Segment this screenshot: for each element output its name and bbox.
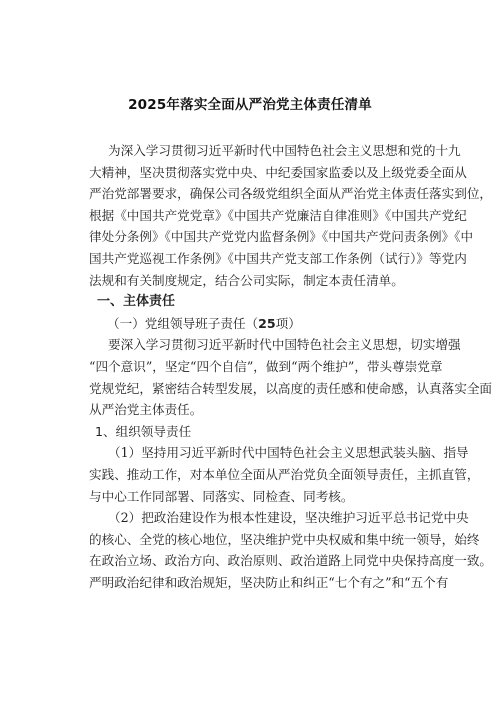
intro-line-5: 律处分条例》《中国共产党党内监督条例》《中国共产党问责条例》《中 (89, 229, 474, 245)
item2-line-2: 的核心、全党的核心地位，坚决维护党中央权威和集中统一领导，始终 (89, 531, 480, 547)
intro-line-4: 根据《中国共产党党章》《中国共产党廉洁自律准则》《中国共产党纪 (89, 207, 467, 223)
item1-line-2: 实践、推动工作，对本单位全面从严治党负全面领导责任，主抓直管， (89, 466, 480, 482)
para2-line-3: 党规党纪，紧密结合转型发展，以高度的责任感和使命感，认真落实全面 (89, 380, 492, 396)
item2-line-4: 严明政治纪律和政治规矩，坚决防止和纠正“七个有之”和“五个有 (89, 574, 449, 590)
item1-line-1: （1）坚持用习近平新时代中国特色社会主义思想武装头脑、指导 (108, 445, 469, 461)
document-title: 2025年落实全面从严治党主体责任清单 (128, 97, 372, 113)
section-heading: 一、主体责任 (97, 294, 176, 310)
document-body (89, 140, 492, 593)
intro-line-3: 严治党部署要求，确保公司各级党组织全面从严治党主体责任落实到位， (89, 186, 492, 202)
subsection-prefix: （一）党组领导班子责任（ (107, 315, 259, 331)
para2-line-4: 从严治党主体责任。 (89, 402, 203, 418)
subsection-heading (89, 313, 461, 335)
para2-line-1: 要深入学习贯彻习近平新时代中国特色社会主义思想，切实增强 (108, 337, 461, 353)
para2-line-2: “四个意识”，坚定“四个自信”，做到“两个维护”，带头尊崇党章 (89, 358, 443, 374)
intro-line-2: 大精神，坚决贯彻落实党中央、中纪委国家监委以及上级党委全面从 (89, 164, 467, 180)
item2-line-1: （2）把政治建设作为根本性建设，坚决维护习近平总书记党中央 (108, 510, 469, 526)
intro-line-1: 为深入学习贯彻习近平新时代中国特色社会主义思想和党的十九 (108, 143, 461, 158)
intro-line-7: 法规和有关制度规定，结合公司实际，制定本责任清单。 (89, 272, 404, 288)
intro-line-6: 国共产党巡视工作条例》《中国共产党支部工作条例（试行）》等党内 (89, 250, 467, 266)
subsection-suffix: 项） (275, 315, 301, 331)
item1-line-3: 与中心工作同部署、同落实、同检查、同考核。 (89, 488, 354, 504)
item2-line-3: 在政治立场、政治方向、政治原则、政治道路上同党中央保持高度一致。 (89, 553, 492, 569)
subsection-count: 25 (258, 315, 276, 331)
item-heading: 1、组织领导责任 (95, 423, 192, 439)
